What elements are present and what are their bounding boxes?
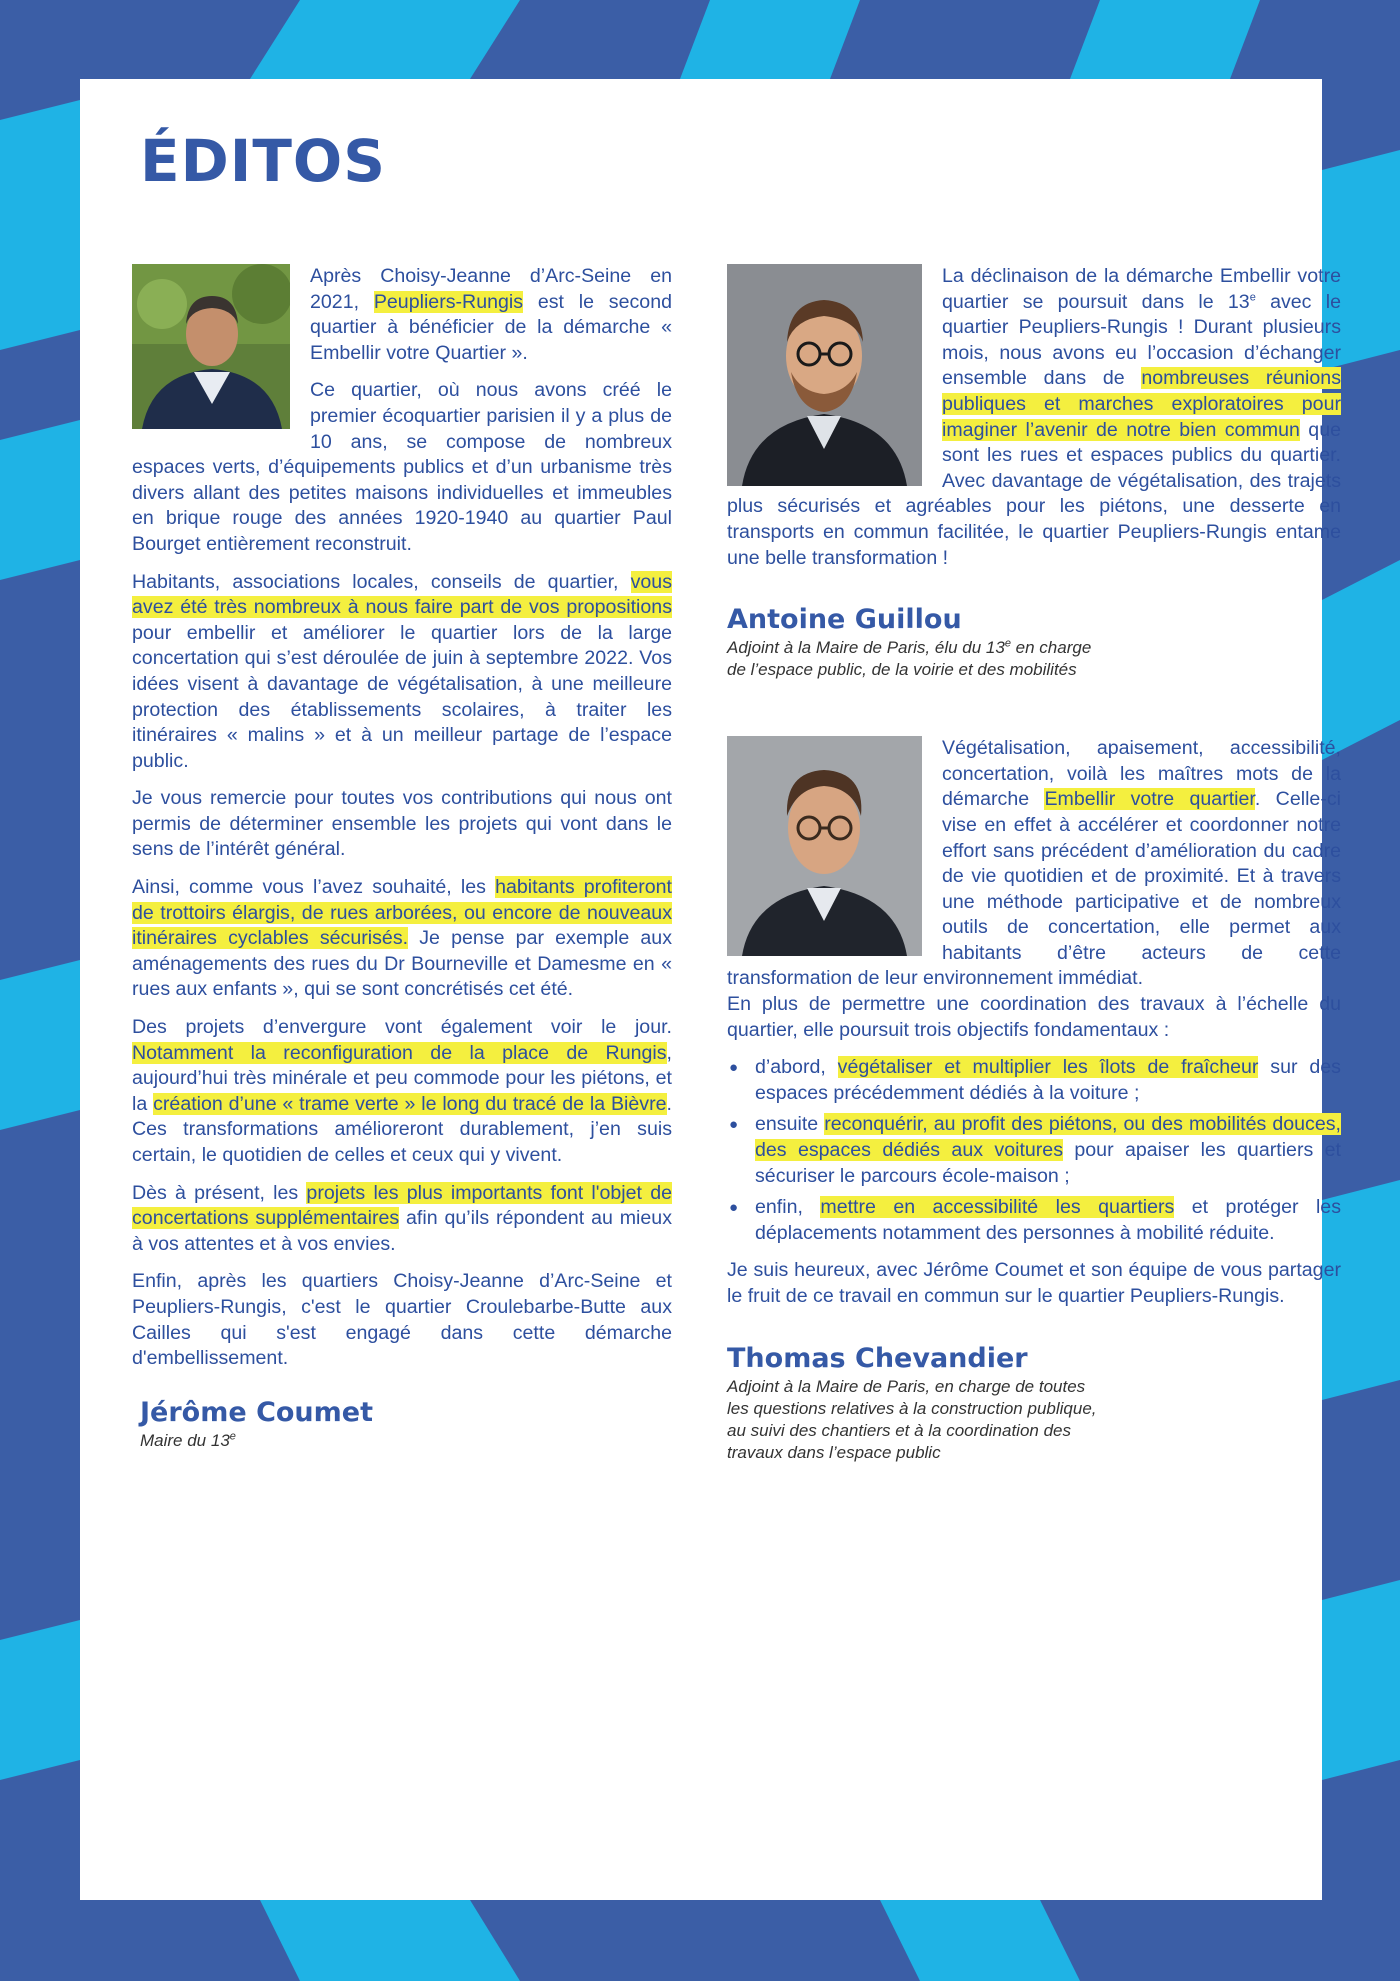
portrait-jerome-coumet: [132, 264, 290, 429]
portrait-antoine-guillou: [727, 264, 922, 486]
signature-role: Maire du 13e: [140, 1430, 236, 1450]
edito-jerome-coumet: [132, 264, 672, 1452]
edito1-paragraph-3: Habitants, associations locales, conseils de quartier, vous avez été très nombreux à nous faire part de vos propositions pour embellir et améliorer le quartier lors de la large concertation qui s’est déroulée de juin à septembre 2022. Vos idées visent à davantage de végétalisation, à une meilleure protection des établissements scolaires, à traiter les itinéraires « malins » et à un meilleur partage de l’espace public.: [132, 570, 672, 772]
editorial-page: [80, 79, 1342, 1900]
portrait-thomas-chevandier: [727, 736, 922, 956]
edito1-paragraph-2: Ce quartier, où nous avons créé le premier écoquartier parisien il y a plus de 10 ans, se compose de nombreux espaces verts, d’équipements publics et d’un urbanisme très divers allant des petites maisons individuelles et immeubles en brique rouge des années 1920-1940 au quartier Paul Bourget entièrement reconstruit.: [132, 379, 672, 555]
signature-role: Adjoint à la Maire de Paris, en charge de toutes les questions relatives à la construction publique, au suivi des chantiers et à la coordination des travaux dans l’espace public: [727, 1376, 1097, 1462]
signature-role: Adjoint à la Maire de Paris, élu du 13e en charge de l’espace public, de la voirie et des mobilités: [727, 637, 1092, 680]
signature-name: Antoine Guillou: [727, 604, 962, 636]
signature-name: Jérôme Coumet: [140, 1396, 374, 1428]
signature-jerome-coumet: [140, 1396, 672, 1452]
edito2-paragraph-1: La déclinaison de la démarche Embellir votre quartier se poursuit dans le 13e avec le quartier Peupliers-Rungis ! Durant plusieurs mois, nous avons eu l’occasion d’échanger ensemble dans de nombreuses réunions publiques et marches exploratoires pour imaginer l’avenir de notre bien commun que sont les rues et espaces publics du quartier. Avec davantage de végétalisation, des trajets plus sécurisés et agréables pour les piétons, une desserte en transports en commun facilitée, le quartier Peupliers-Rungis entame une belle transformation !: [727, 265, 1341, 569]
edito3-paragraph-1: Végétalisation, apaisement, accessibilité, concertation, voilà les maîtres mots de la démarche Embellir votre quartier. Celle-ci vise en effet à accélérer et coordonner notre effort sans précédent d’amélioration du cadre de vie quotidien et de proximité. Et à travers une méthode participative et de nombreux outils de concertation, elle permet aux habitants d’être acteurs de cette transformation de leur environnement immédiat. En plus de permettre une coordination des travaux à l’échelle du quartier, elle poursuit trois objectifs fondamentaux :: [727, 737, 1341, 1041]
page-title: ÉDITOS: [140, 127, 386, 195]
signature-name: Thomas Chevandier: [727, 1342, 1028, 1374]
objectives-list: [727, 1055, 1341, 1246]
edito1-paragraph-4: Je vous remercie pour toutes vos contributions qui nous ont permis de déterminer ensemble les projets qui vont dans le sens de l’intérêt général.: [132, 787, 672, 861]
list-item: ● d’abord, végétaliser et multiplier les îlots de fraîcheur sur des espaces précédemment dédiés à la voiture ;: [727, 1055, 1341, 1106]
edito1-paragraph-1: Après Choisy-Jeanne d’Arc-Seine en 2021, Peupliers-Rungis est le second quartier à bénéficier de la démarche « Embellir votre Quartier ».: [310, 265, 672, 364]
signature-antoine-guillou: [727, 603, 1341, 681]
edito3-paragraph-3: Je suis heureux, avec Jérôme Coumet et son équipe de vous partager le fruit de ce travail en commun sur le quartier Peupliers-Rungis.: [727, 1259, 1341, 1307]
edito-antoine-guillou: [727, 264, 1341, 681]
signature-thomas-chevandier: [727, 1342, 1341, 1464]
edito1-paragraph-6: Des projets d’envergure vont également voir le jour. Notamment la reconfiguration de la place de Rungis, aujourd’hui très minérale et peu commode pour les piétons, et la création d’une « trame verte » le long du tracé de la Bièvre. Ces transformations amélioreront durablement, j’en suis certain, le quotidien de celles et ceux qui y vivent.: [132, 1016, 672, 1166]
list-item: ● ensuite reconquérir, au profit des piétons, ou des mobilités douces, des espaces dédiés aux voitures pour apaiser les quartiers et sécuriser le parcours école-maison ;: [727, 1112, 1341, 1189]
edito1-paragraph-5: Ainsi, comme vous l’avez souhaité, les habitants profiteront de trottoirs élargis, de rues arborées, ou encore de nouveaux itinéraires cyclables sécurisés. Je pense par exemple aux aménagements des rues du Dr Bourneville et Damesme en « rues aux enfants », qui se sont concrétisés cet été.: [132, 876, 673, 1001]
edito1-paragraph-7: Dès à présent, les projets les plus importants font l'objet de concertations supplémentaires afin qu’ils répondent au mieux à vos attentes et à vos envies.: [132, 1181, 672, 1255]
edito1-paragraph-8: Enfin, après les quartiers Choisy-Jeanne d’Arc-Seine et Peupliers-Rungis, c'est le quartier Croulebarbe-Butte aux Cailles qui s'est engagé dans cette démarche d'embellissement.: [132, 1270, 672, 1370]
edito-right-column: [727, 264, 1341, 1464]
edito-thomas-chevandier: [727, 736, 1341, 1463]
list-item: ● enfin, mettre en accessibilité les quartiers et protéger les déplacements notamment des personnes à mobilité réduite.: [727, 1195, 1341, 1246]
